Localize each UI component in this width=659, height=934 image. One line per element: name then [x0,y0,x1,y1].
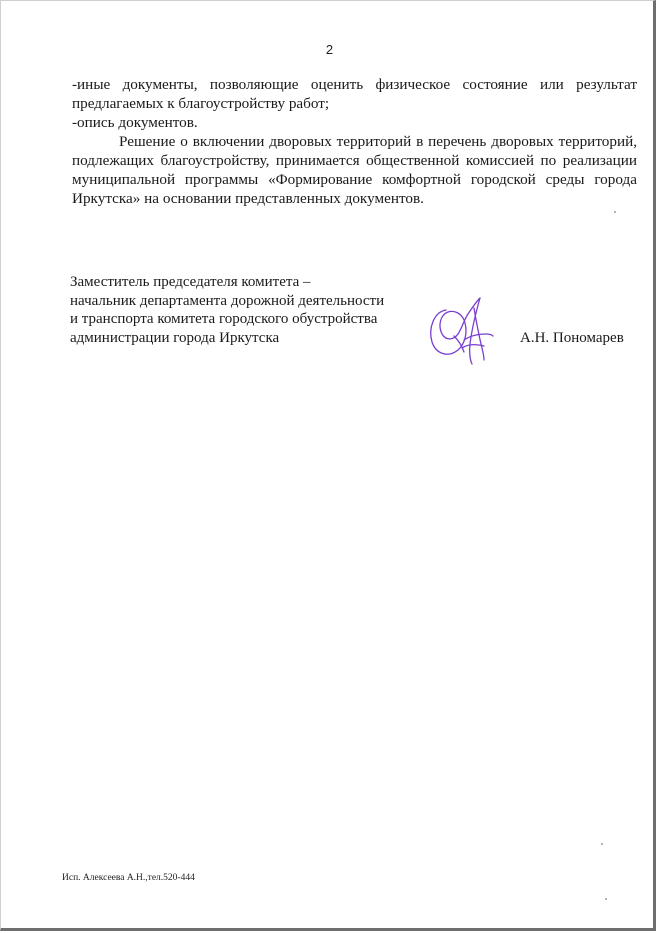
position-line: начальник департамента дорожной деятельности [70,292,385,309]
position-line: Заместитель председателя комитета – [70,274,311,290]
page-number: 2 [325,42,334,57]
paragraph-inventory: -опись документов. [72,114,198,131]
handwritten-signature-icon [424,290,496,368]
signatory-position [70,273,430,347]
signer-name: А.Н. Пономарев [520,330,624,346]
paragraph-decision: Решение о включении дворовых территорий в перечень дворовых территорий, подлежащих благоустройству, принимается общественной комиссией по реализации муниципальной программы «Формирование комфортной городской среды города Иркутска» на основании представленных документов. [72,133,637,207]
scan-speck [601,843,603,845]
position-line: и транспорта комитета городского обустройства [70,311,378,327]
executor-note: Исп. Алексеева А.Н.,тел.520-444 [62,873,195,883]
scan-speck [605,898,607,900]
position-line: администрации города Иркутска [70,329,280,346]
paragraph-other-documents: -иные документы, позволяющие оценить физическое состояние или результат предлагаемых к благоустройству работ; [72,76,637,112]
scan-speck [614,211,616,213]
document-body [72,75,637,208]
